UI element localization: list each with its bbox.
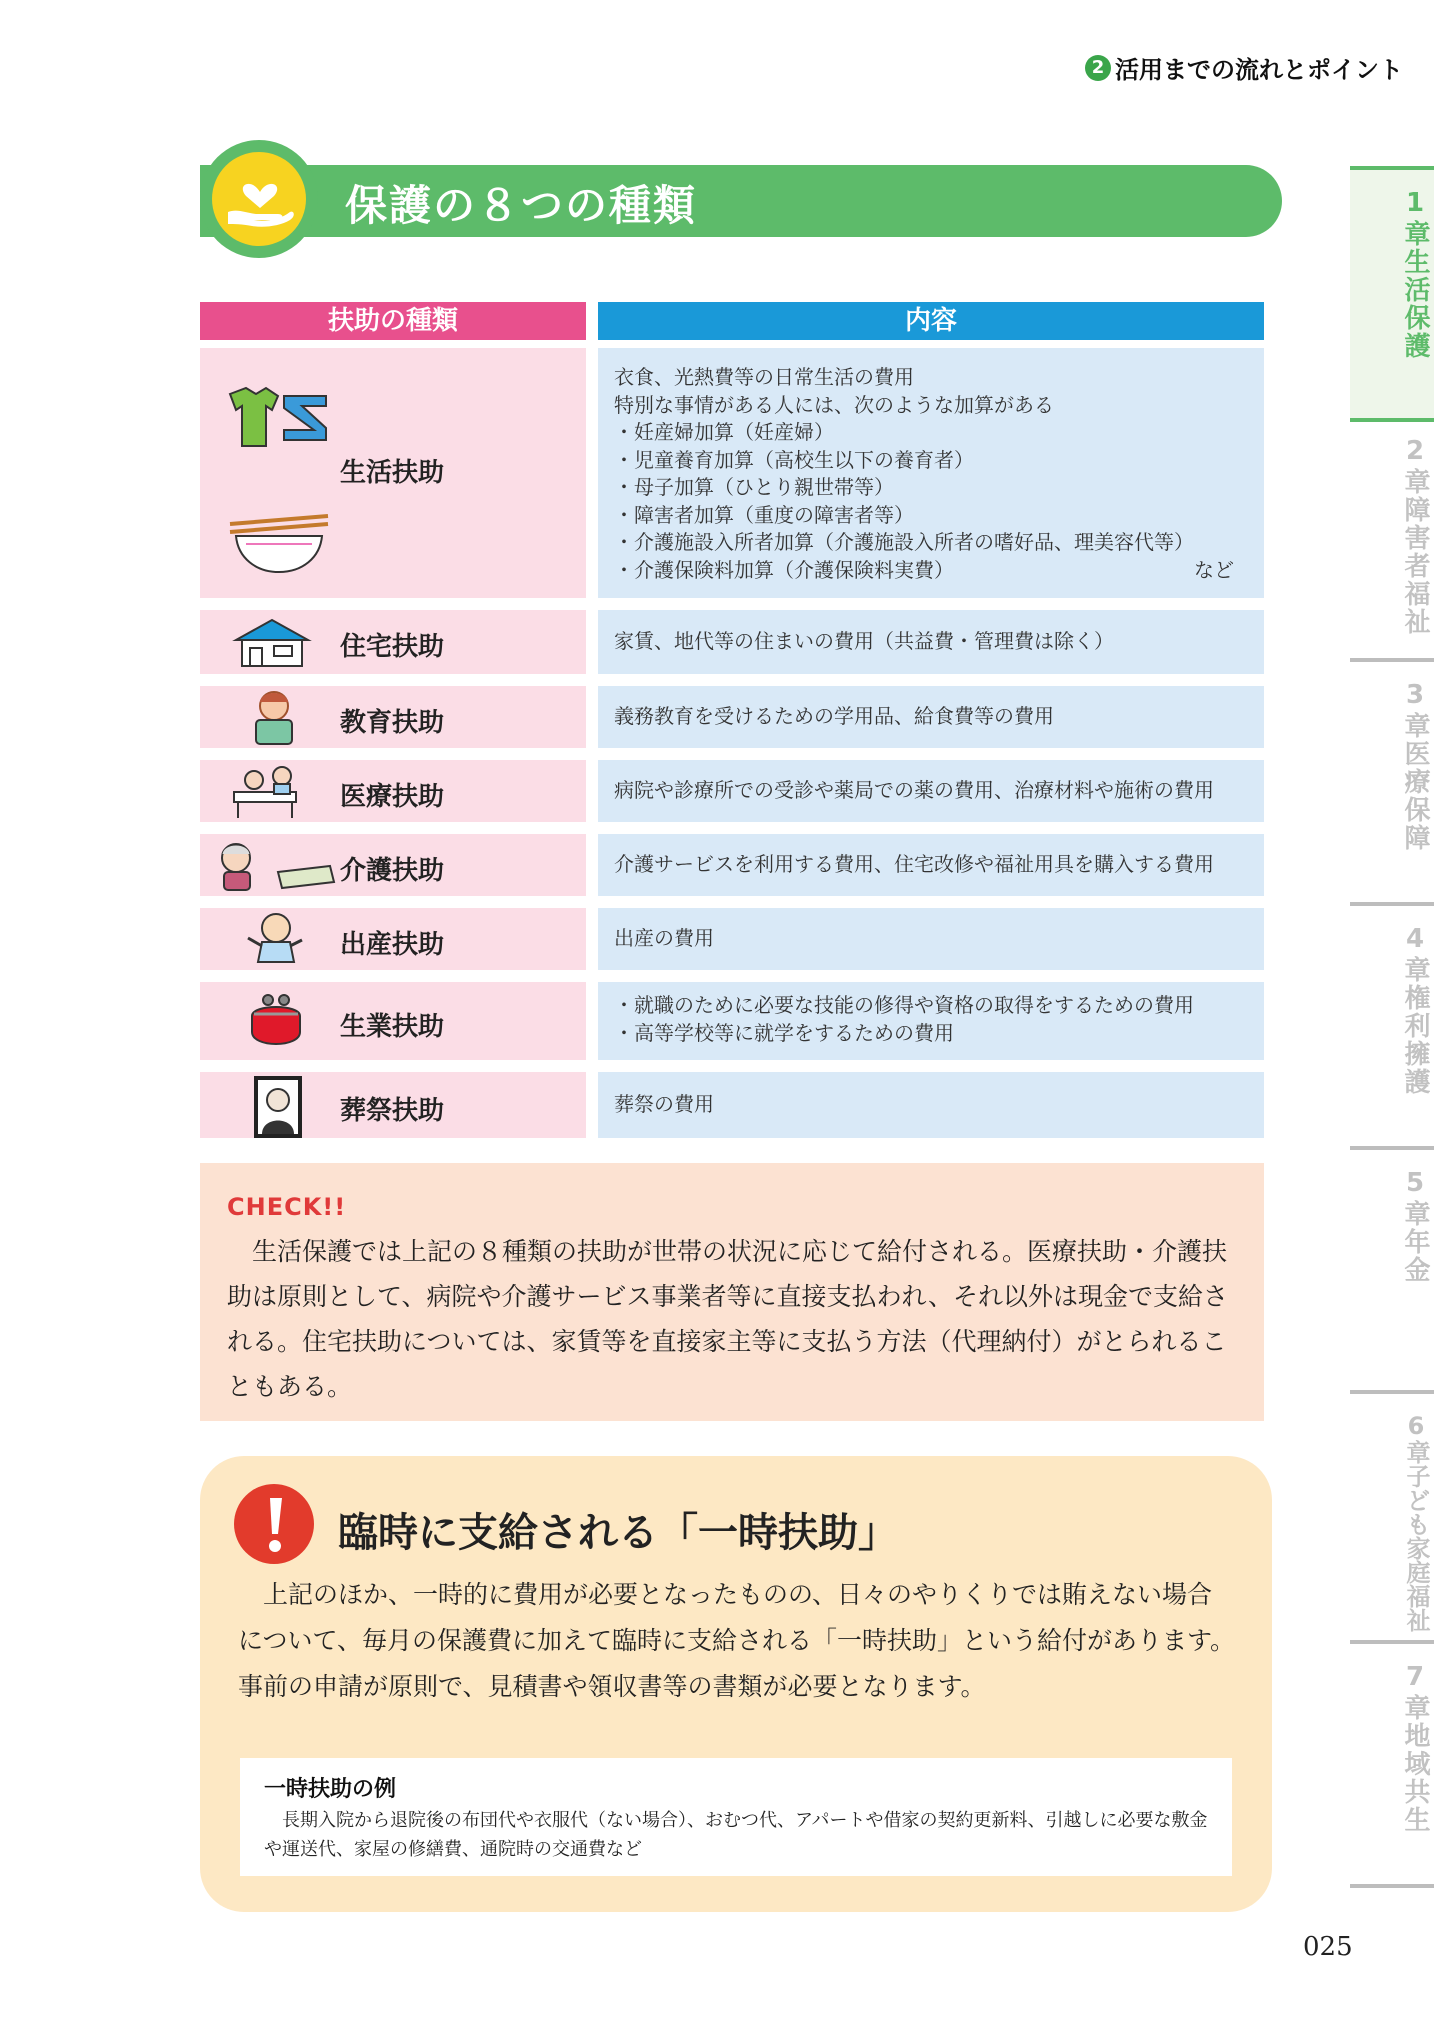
content-line: 病院や診療所での受診や薬局での薬の費用、治療材料や施術の費用: [614, 778, 1214, 802]
table-row-content: [598, 610, 1264, 674]
row-label: 住宅扶助: [340, 632, 445, 662]
chapter-tab-5[interactable]: [1350, 1150, 1434, 1394]
table-row-content: [598, 760, 1264, 822]
temporary-aid-body: 上記のほか、一時的に費用が必要となったものの、日々のやりくりでは賄えない場合について、毎月の保護費に加えて臨時に支給される「一時扶助」という給付があります。事前の申請が原則で、見積書や領収書等の書類が必要となります。: [238, 1580, 1236, 1701]
row-label: 葬祭扶助: [340, 1096, 445, 1126]
content-line: 家賃、地代等の住まいの費用（共益費・管理費は除く）: [614, 629, 1114, 653]
chapter-tab-label: [1350, 1168, 1434, 1284]
table-row: [200, 834, 586, 896]
chapter-number: 5: [1400, 1168, 1430, 1200]
content-line: ・妊産婦加算（妊産婦）: [614, 420, 834, 444]
example-title: 一時扶助の例: [264, 1777, 397, 1802]
table-header-content: 内容: [598, 302, 1264, 340]
content-line: [614, 557, 1254, 585]
row-label: 生業扶助: [340, 1012, 445, 1042]
content-line: 特別な事情がある人には、次のような加算がある: [614, 392, 1054, 417]
table-row: [200, 686, 586, 748]
row-label: 介護扶助: [340, 856, 445, 886]
chapter-tab-label: [1350, 188, 1434, 360]
table-row-content: [598, 686, 1264, 748]
rice-bowl-icon: [226, 514, 332, 576]
table-row-content: [598, 1072, 1264, 1138]
page-number: 025: [1303, 1932, 1353, 1962]
content-line: ・母子加算（ひとり親世帯等）: [614, 475, 894, 499]
example-box: [240, 1758, 1232, 1876]
chapter-tab-label: [1350, 924, 1434, 1096]
baby-icon: [244, 910, 304, 968]
chapter-title: 章医療保障: [1400, 712, 1430, 852]
student-icon: [246, 688, 302, 746]
table-header-type: 扶助の種類: [200, 302, 586, 340]
purse-icon: [246, 992, 306, 1050]
row-label: 医療扶助: [340, 782, 445, 812]
chapter-number: 2: [1400, 436, 1430, 468]
chapter-title: 章権利擁護: [1400, 956, 1430, 1096]
check-body: 生活保護では上記の８種類の扶助が世帯の状況に応じて給付される。医療扶助・介護扶助は原則として、病院や介護サービス事業者等に直接支払われ、それ以外は現金で支給される。住宅扶助については、家賃等を直接家主等に支払う方法（代理納付）がとられることもある。: [227, 1237, 1229, 1401]
content-line: ・児童養育加算（高校生以下の養育者）: [614, 447, 974, 472]
chapter-tab-2[interactable]: [1350, 418, 1434, 662]
table-row: [200, 760, 586, 822]
table-row-content: [598, 982, 1264, 1060]
table-row-content: [598, 834, 1264, 896]
table-row: [200, 908, 586, 970]
content-line: ・高等学校等に就学をするための費用: [614, 1020, 954, 1045]
content-line: 衣食、光熱費等の日常生活の費用: [614, 365, 914, 389]
chapter-number: 4: [1400, 924, 1430, 956]
page-title: 保護の８つの種類: [345, 181, 698, 230]
memorial-portrait-icon: [254, 1076, 302, 1138]
content-line: 葬祭の費用: [614, 1092, 714, 1116]
page-header: [1085, 50, 1403, 85]
chapter-tab-label: [1350, 436, 1434, 636]
chapter-tab-label: [1350, 1412, 1434, 1632]
exclamation-icon: [234, 1484, 314, 1564]
house-icon: [232, 616, 312, 668]
chapter-number: 1: [1400, 188, 1430, 220]
chapter-number: 6: [1402, 1412, 1430, 1440]
table-row: [200, 348, 586, 598]
content-line: ・障害者加算（重度の障害者等）: [614, 502, 914, 527]
table-row: [200, 1072, 586, 1138]
section-number: 2: [1085, 55, 1111, 81]
chapter-title: 章地域共生: [1400, 1694, 1430, 1834]
content-line: ・介護施設入所者加算（介護施設入所者の嗜好品、理美容代等）: [614, 530, 1194, 554]
chapter-title: 章年金: [1400, 1200, 1430, 1284]
content-line: 介護サービスを利用する費用、住宅改修や福祉用具を購入する費用: [614, 852, 1214, 876]
table-row: [200, 610, 586, 674]
chapter-title: 章生活保護: [1400, 220, 1430, 360]
heart-hand-icon: [224, 168, 296, 230]
content-line: 義務教育を受けるための学用品、給食費等の費用: [614, 704, 1054, 728]
chapter-tab-6[interactable]: [1350, 1394, 1434, 1644]
content-text: ・介護保険料加算（介護保険料実費）: [614, 557, 954, 582]
exclamation-glyph: [234, 1484, 314, 1564]
content-line: ・就職のために必要な技能の修得や資格の取得をするための費用: [614, 993, 1194, 1017]
row-label: 出産扶助: [340, 930, 445, 960]
chapter-tab-7[interactable]: [1350, 1644, 1434, 1888]
row-label: 教育扶助: [340, 708, 445, 738]
chapter-tab-4[interactable]: [1350, 906, 1434, 1150]
chapter-tab-label: [1350, 1662, 1434, 1834]
chapter-title: 章障害者福祉: [1400, 468, 1430, 636]
clothes-icon: [222, 384, 332, 452]
chapter-title: 章子ども家庭福祉: [1402, 1440, 1430, 1632]
content-line: 出産の費用: [614, 926, 714, 950]
check-title: CHECK!!: [227, 1193, 347, 1221]
chapter-tab-3[interactable]: [1350, 662, 1434, 906]
temporary-aid-box: [200, 1456, 1272, 1912]
temporary-aid-title: 臨時に支給される「一時扶助」: [338, 1510, 898, 1556]
content-suffix: など: [1194, 557, 1234, 582]
chapter-number: 7: [1400, 1662, 1430, 1694]
table-row-content: [598, 348, 1264, 598]
chapter-tab-label: [1350, 680, 1434, 852]
table-row: [200, 982, 586, 1060]
section-title: 活用までの流れとポイント: [1115, 56, 1403, 84]
table-row-content: [598, 908, 1264, 970]
chapter-tab-1[interactable]: [1350, 166, 1434, 422]
chapter-number: 3: [1400, 680, 1430, 712]
caregiving-icon: [212, 838, 338, 894]
check-box: [200, 1163, 1264, 1421]
example-body: 長期入院から退院後の布団代や衣服代（ない場合）、おむつ代、アパートや借家の契約更新料、引越しに必要な敷金や運送代、家屋の修繕費、通院時の交通費など: [264, 1810, 1208, 1860]
row-label: 生活扶助: [340, 458, 445, 488]
hospital-bed-icon: [230, 762, 310, 820]
